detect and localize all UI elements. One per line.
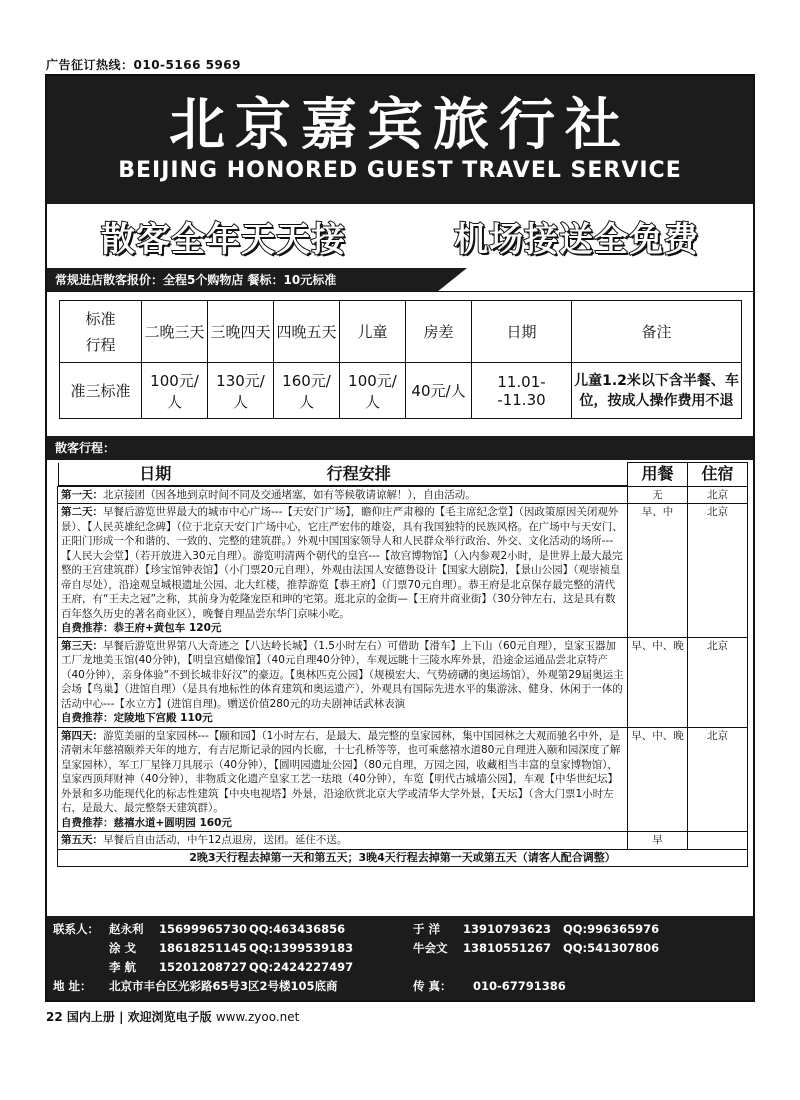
ad-hotline: 广告征订热线：010-5166 5969	[46, 58, 242, 72]
contact-name: 牛会文	[413, 941, 448, 955]
price-cell: 160元/人	[274, 363, 340, 419]
day-label: 第五天：	[61, 834, 103, 846]
contact-qq: QQ:541307806	[563, 941, 660, 955]
price-header-row	[60, 301, 742, 363]
contact-row	[53, 977, 747, 996]
itinerary-day-row	[58, 832, 748, 850]
itinerary-day-row	[58, 637, 748, 727]
day-recommendation: 自费推荐：恭王府+黄包车 120元	[61, 622, 222, 634]
contact-row	[53, 958, 747, 977]
day-stay: 北京	[688, 727, 748, 832]
itinerary-header-row	[58, 463, 748, 487]
slogan-airport: 机场接送全免费	[454, 219, 699, 260]
slogan-daily: 散客全年天天接	[101, 219, 346, 260]
fax-value: 010-67791386	[473, 979, 566, 993]
footer-section: 国内上册 | 欢迎浏览电子版	[66, 1010, 212, 1024]
contact-qq: QQ:463436856	[249, 922, 346, 936]
day-meal: 早	[628, 832, 688, 850]
day-desc	[58, 486, 628, 504]
header-date: 日期	[139, 463, 172, 483]
footer-url: www.zyoo.net	[215, 1010, 300, 1024]
price-value-row	[60, 363, 742, 419]
day-text: 早餐后游览世界最大的城市中心广场---【天安门广场】，瞻仰庄严肃穆的【毛主席纪念堂】（因政策原因关闭观外景）、【人民英雄纪念碑】（位于北京天安门广场中心，它庄严宏伟的雄姿，具有我国独特的民族风格。在广场中与天安门、正阳门形成一个和谐的、一致的、完整的建筑群。）外观中国国家领导人和人民群众举行政治、外交、文化活动的场所---【人民大会堂】（若开放进入30元自理）。游览明清两个朝代的皇宫---【故宫博物馆】（入内参观2小时，是世界上最大最完整的王宫建筑群）【珍宝馆钟表馆】（小门票20元自理），外观由法国人安德鲁设计【国家大剧院】，【景山公园】（观崇祯皇帝自尽处），沿途观皇城根遗址公园、北大红楼，推荐游览【恭王府】（门票70元自理）。恭王府是北京保存最完整的清代王府，有“王夫之冠”之称，其前身为乾隆宠臣和珅的宅第。逛北京的金街—【王府井商业街】（30分钟左右，这是具有数百年悠久历史的著名商业区），晚餐自理品尝东华门京味小吃。	[61, 506, 623, 620]
agency-title-cn: 北京嘉宾旅行社	[169, 92, 631, 158]
price-header-cell: 二晚三天	[142, 301, 208, 363]
contacts-block	[47, 916, 753, 1000]
address-value: 北京市丰台区光彩路65号3区2号楼105底商	[109, 979, 338, 993]
agency-title-en: BEIJING HONORED GUEST TRAVEL SERVICE	[118, 158, 682, 183]
day-text: 早餐后游览世界第八大奇迹之【八达岭长城】（1.5小时左右）可借助【滑车】上下山（60元自理），皇家玉器加工厂龙地美玉馆(40分钟)，【明皇宫蜡像馆】（40元自理40分钟），车观远眺十三陵水库外景，沿途金运通品尝北京特产（40分钟），亲身体验“不到长城非好汉”的豪迈。【奥林匹克公园】（规模宏大、气势磅礴的奥运场馆），外观第29届奥运主会场【鸟巢】（进馆自理）（是具有地标性的体育建筑和奥运遗产），外观具有国际先进水平的集游泳、健身、休闲于一体的活动中心---【水立方】(进馆自理)。赠送价值280元的功夫剧神话武林表演	[61, 639, 624, 710]
price-cell: 40元/人	[406, 363, 472, 419]
price-cell: 130元/人	[208, 363, 274, 419]
day-text: 早餐后自由活动，中午12点退房，送团。延住不送。	[103, 834, 348, 846]
page-footer	[46, 1008, 299, 1025]
slogans	[47, 208, 753, 264]
day-meal: 早、中、晚	[628, 637, 688, 727]
contact-qq: QQ:1399539183	[249, 941, 354, 955]
agency-banner	[47, 76, 753, 204]
header-meal: 用餐	[628, 463, 688, 487]
ad-frame	[45, 74, 755, 1002]
contact-phone: 15201208727	[159, 960, 248, 974]
day-stay: 北京	[688, 486, 748, 504]
contact-phone: 13810551267	[463, 941, 552, 955]
contact-phone: 15699965730	[159, 922, 248, 936]
fax-label: 传 真：	[413, 979, 452, 993]
day-recommendation: 自费推荐：定陵地下宫殿 110元	[61, 712, 213, 724]
day-meal: 早、中	[628, 504, 688, 638]
price-table	[59, 300, 742, 419]
itinerary-footnote: 2晚3天行程去掉第一天和第五天；3晚4天行程去掉第一天或第五天（请客人配合调整）	[58, 849, 748, 867]
itinerary-table	[57, 462, 748, 867]
itinerary-footnote-row	[58, 849, 748, 867]
price-header-cell: 四晚五天	[274, 301, 340, 363]
price-header-cell: 房差	[406, 301, 472, 363]
day-desc	[58, 832, 628, 850]
contact-phone: 18618251145	[159, 941, 248, 955]
contact-phone: 13910793623	[463, 922, 552, 936]
day-label: 第四天：	[61, 729, 103, 742]
day-meal: 无	[628, 486, 688, 504]
header-plan: 行程安排	[326, 463, 391, 483]
contact-row	[53, 939, 747, 958]
price-header-cell: 儿童	[340, 301, 406, 363]
price-header-cell: 日期	[472, 301, 572, 363]
contact-name: 于 洋	[413, 922, 441, 936]
price-section-title: 常规进店散客报价：全程5个购物店 餐标：10元标准	[47, 268, 437, 292]
contact-row	[53, 920, 747, 939]
day-stay: 北京	[688, 504, 748, 638]
itinerary-section-title: 散客行程：	[47, 436, 753, 460]
price-header-cell: 备注	[572, 301, 742, 363]
day-label: 第一天：	[61, 488, 103, 501]
contact-qq: QQ:2424227497	[249, 960, 354, 974]
price-cell: 100元/人	[142, 363, 208, 419]
itinerary-day-row	[58, 727, 748, 832]
day-text: 游览美丽的皇家园林---【颐和园】（1小时左右，是最大、最完整的皇家园林，集中国园林之大观而驰名中外，是清朝末年慈禧颐养天年的地方，有吉尼斯记录的园内长廊，十七孔桥等等，也可乘慈禧水道80元自理进入颐和园深度了解皇家园林），军工厂星锋刀具展示（40分钟），【圆明园遗址公园】（80元自理，万园之园，收藏相当丰富的皇家博物馆），皇家西顶拜财神（40分钟），非物质文化遗产皇家工艺一珐琅（40分钟），车览【明代古城墙公园】，车观【中华世纪坛】外景和多功能现代化的标志性建筑【中央电视塔】外景，沿途欣赏北京大学或清华大学外景，【天坛】（含大门票1小时左右，是最大、最完整祭天建筑群）。	[61, 729, 621, 814]
day-desc	[58, 637, 628, 727]
contact-name: 涂 戈	[109, 941, 137, 955]
itinerary-day-row	[58, 486, 748, 504]
day-text: 北京接团（因各地到京时间不同及交通堵塞，如有等候敬请谅解！），自由活动。	[103, 488, 476, 501]
contacts-label: 联系人：	[53, 922, 99, 936]
page-number: 22	[46, 1010, 63, 1024]
itinerary-header-schedule	[58, 463, 628, 486]
day-stay	[688, 832, 748, 850]
day-label: 第二天：	[61, 506, 103, 518]
contact-name: 赵永利	[109, 922, 144, 936]
day-meal: 早、中、晚	[628, 727, 688, 832]
price-cell: 11.01--11.30	[472, 363, 572, 419]
price-note-cell: 儿童1.2米以下含半餐、车位，按成人操作费用不退	[572, 363, 742, 419]
price-cell: 准三标准	[60, 363, 142, 419]
header-stay: 住宿	[688, 463, 748, 487]
price-cell: 100元/人	[340, 363, 406, 419]
day-recommendation: 自费推荐：慈禧水道+圆明园 160元	[61, 816, 232, 829]
price-header-cell: 三晚四天	[208, 301, 274, 363]
day-label: 第三天：	[61, 639, 103, 652]
itinerary-day-row	[58, 504, 748, 638]
day-stay: 北京	[688, 637, 748, 727]
day-desc	[58, 727, 628, 832]
day-desc	[58, 504, 628, 638]
address-label: 地 址：	[53, 979, 92, 993]
divider	[47, 291, 753, 292]
price-header-cell: 标准 行程	[60, 301, 142, 363]
contact-qq: QQ:996365976	[563, 922, 660, 936]
contact-name: 李 航	[109, 960, 137, 974]
